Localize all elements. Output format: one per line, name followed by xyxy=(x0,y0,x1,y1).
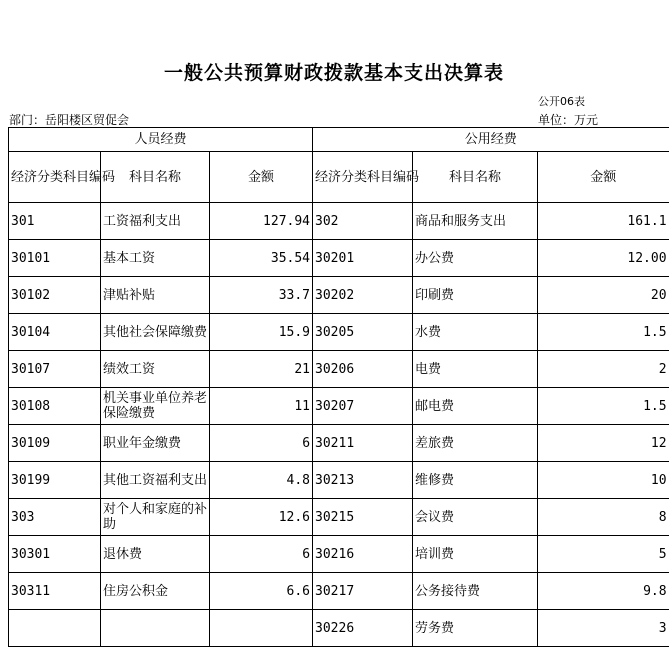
code-header: 经济分类科目编码 xyxy=(313,152,413,203)
name-cell: 维修费 xyxy=(413,462,538,499)
name-cell: 职业年金缴费 xyxy=(101,425,210,462)
report-title: 一般公共预算财政拨款基本支出决算表 xyxy=(163,62,504,84)
form-code: 公开06表 xyxy=(538,95,585,108)
table-row xyxy=(9,573,669,610)
code-cell: 30311 xyxy=(9,573,101,610)
amount-cell: 12 xyxy=(538,425,669,462)
name-cell: 公务接待费 xyxy=(413,573,538,610)
name-cell: 印刷费 xyxy=(413,277,538,314)
code-cell: 30101 xyxy=(9,240,101,277)
name-cell: 水费 xyxy=(413,314,538,351)
amount-cell: 127.94 xyxy=(210,203,313,240)
amount-cell: 20 xyxy=(538,277,669,314)
name-cell: 退休费 xyxy=(101,536,210,573)
name-header: 科目名称 xyxy=(413,152,538,203)
table-row xyxy=(9,388,669,425)
amount-cell: 2 xyxy=(538,351,669,388)
code-cell: 30205 xyxy=(313,314,413,351)
amount-cell: 35.54 xyxy=(210,240,313,277)
name-cell: 工资福利支出 xyxy=(101,203,210,240)
code-cell: 30207 xyxy=(313,388,413,425)
code-cell: 30301 xyxy=(9,536,101,573)
unit-label: 单位：万元 xyxy=(538,113,599,127)
name-cell: 对个人和家庭的补助 xyxy=(101,499,210,536)
amount-cell: 3 xyxy=(538,610,669,647)
table-row xyxy=(9,462,669,499)
name-cell: 邮电费 xyxy=(413,388,538,425)
name-cell: 绩效工资 xyxy=(101,351,210,388)
code-cell: 30102 xyxy=(9,277,101,314)
code-cell: 303 xyxy=(9,499,101,536)
code-cell: 302 xyxy=(313,203,413,240)
code-cell: 30104 xyxy=(9,314,101,351)
name-cell: 住房公积金 xyxy=(101,573,210,610)
code-cell: 30107 xyxy=(9,351,101,388)
name-cell: 电费 xyxy=(413,351,538,388)
table-row xyxy=(9,314,669,351)
code-cell: 30213 xyxy=(313,462,413,499)
name-cell: 基本工资 xyxy=(101,240,210,277)
code-cell: 301 xyxy=(9,203,101,240)
code-cell: 30206 xyxy=(313,351,413,388)
amount-cell: 15.9 xyxy=(210,314,313,351)
amount-cell: 161.1 xyxy=(538,203,669,240)
expenditure-table xyxy=(8,127,669,647)
name-cell: 津贴补贴 xyxy=(101,277,210,314)
amount-cell: 10 xyxy=(538,462,669,499)
column-header-row xyxy=(9,152,669,203)
amount-cell xyxy=(210,610,313,647)
amount-cell: 1.5 xyxy=(538,388,669,425)
table-row xyxy=(9,351,669,388)
table-row xyxy=(9,425,669,462)
amount-cell: 6.6 xyxy=(210,573,313,610)
amount-cell: 12.6 xyxy=(210,499,313,536)
public-section-header: 公用经费 xyxy=(313,128,669,152)
name-cell: 培训费 xyxy=(413,536,538,573)
table-row xyxy=(9,610,669,647)
name-cell: 其他社会保障缴费 xyxy=(101,314,210,351)
name-cell: 机关事业单位养老保险缴费 xyxy=(101,388,210,425)
amount-cell: 6 xyxy=(210,536,313,573)
amount-cell: 1.5 xyxy=(538,314,669,351)
name-cell: 差旅费 xyxy=(413,425,538,462)
amount-cell: 11 xyxy=(210,388,313,425)
code-cell: 30108 xyxy=(9,388,101,425)
department-label: 部门：岳阳楼区贸促会 xyxy=(9,113,130,127)
amount-cell: 5 xyxy=(538,536,669,573)
code-cell xyxy=(9,610,101,647)
table-row xyxy=(9,277,669,314)
table-row xyxy=(9,240,669,277)
amount-cell: 8 xyxy=(538,499,669,536)
amount-cell: 9.8 xyxy=(538,573,669,610)
table-row xyxy=(9,203,669,240)
name-header: 科目名称 xyxy=(101,152,210,203)
name-cell: 其他工资福利支出 xyxy=(101,462,210,499)
amount-header: 金额 xyxy=(538,152,669,203)
amount-cell: 21 xyxy=(210,351,313,388)
personnel-section-header: 人员经费 xyxy=(9,128,313,152)
name-cell: 劳务费 xyxy=(413,610,538,647)
code-cell: 30201 xyxy=(313,240,413,277)
name-cell: 商品和服务支出 xyxy=(413,203,538,240)
amount-cell: 4.8 xyxy=(210,462,313,499)
name-cell xyxy=(101,610,210,647)
code-cell: 30215 xyxy=(313,499,413,536)
table-row xyxy=(9,536,669,573)
amount-cell: 6 xyxy=(210,425,313,462)
code-cell: 30217 xyxy=(313,573,413,610)
name-cell: 会议费 xyxy=(413,499,538,536)
code-header: 经济分类科目编码 xyxy=(9,152,101,203)
code-cell: 30199 xyxy=(9,462,101,499)
code-cell: 30216 xyxy=(313,536,413,573)
name-cell: 办公费 xyxy=(413,240,538,277)
amount-cell: 33.7 xyxy=(210,277,313,314)
code-cell: 30226 xyxy=(313,610,413,647)
table-row xyxy=(9,499,669,536)
code-cell: 30109 xyxy=(9,425,101,462)
code-cell: 30211 xyxy=(313,425,413,462)
section-header-row xyxy=(9,128,669,152)
amount-cell: 12.00 xyxy=(538,240,669,277)
code-cell: 30202 xyxy=(313,277,413,314)
amount-header: 金额 xyxy=(210,152,313,203)
